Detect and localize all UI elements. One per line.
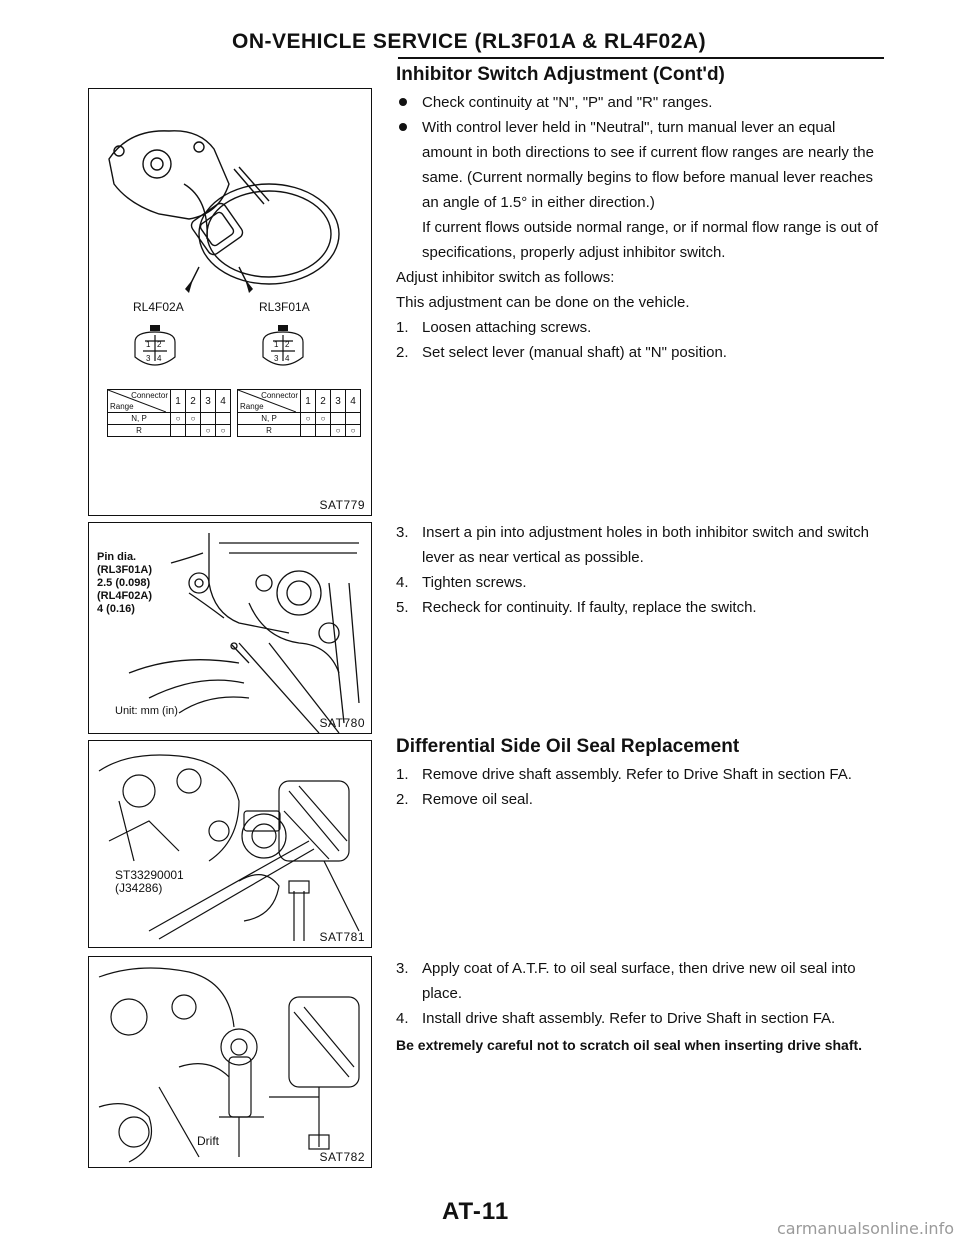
section-title-oil-seal: Differential Side Oil Seal Replacement (396, 736, 740, 757)
row-label: N, P (108, 413, 171, 425)
pin-header: 4 (216, 390, 231, 413)
inhibitor-switch-illustration (89, 89, 373, 517)
continuity-cell (331, 413, 346, 425)
bullet-text: With control lever held in "Neutral", turn manual lever an equal amount in both directions to see if current flow ranges are nearly the same. (Current normally begins to flow before manual lever reaches an angle of 1.5° in either direction.) (422, 119, 874, 211)
intro-line: Adjust inhibitor switch as follows: (396, 269, 615, 286)
continuity-cell (186, 425, 201, 437)
step-item (396, 956, 886, 1006)
bullet-item (396, 90, 886, 115)
figure-oil-seal-install (88, 956, 372, 1168)
figure-code: SAT780 (319, 716, 365, 730)
bullet-note (396, 215, 886, 265)
connector-pin-2: 2 (285, 340, 290, 349)
connector-pin-3: 3 (146, 354, 151, 363)
step-item (396, 340, 886, 365)
continuity-cell (346, 413, 361, 425)
pin-header: 4 (346, 390, 361, 413)
step-number: 4. (396, 574, 409, 591)
warning-note: Be extremely careful not to scratch oil seal when inserting drive shaft. (396, 1037, 863, 1053)
continuity-cell: ○ (171, 413, 186, 425)
pin-header: 1 (301, 390, 316, 413)
model-label-left: RL4F02A (133, 300, 184, 314)
figure-inhibitor-switch (88, 88, 372, 516)
continuity-cell: ○ (316, 413, 331, 425)
bullet-note-text: If current flows outside normal range, or if normal flow range is out of specifications, properly adjust inhibitor switch. (422, 219, 879, 261)
connector-pin-1: 1 (146, 340, 151, 349)
continuity-cell (171, 425, 186, 437)
step-text: Set select lever (manual shaft) at "N" position. (422, 344, 727, 361)
continuity-cell: ○ (216, 425, 231, 437)
pin-label-line: 2.5 (0.098) (97, 577, 151, 589)
oil-seal-install-illustration (89, 957, 373, 1169)
page-number: AT-11 (442, 1198, 510, 1225)
step-number: 5. (396, 599, 409, 616)
pin-header: 2 (186, 390, 201, 413)
step-number: 3. (396, 524, 409, 541)
pin-label-line: (RL4F02A) (97, 590, 153, 602)
header-range: Range (240, 402, 264, 411)
pin-label-line: Pin dia. (97, 551, 137, 563)
step-item (396, 1006, 886, 1031)
step-item (396, 520, 886, 570)
continuity-cell: ○ (331, 425, 346, 437)
pin-diameter-label (97, 551, 152, 616)
figure-code: SAT782 (319, 1150, 365, 1164)
intro-line: This adjustment can be done on the vehicle. (396, 294, 690, 311)
step-number: 2. (396, 791, 409, 808)
step-number: 2. (396, 344, 409, 361)
tool-number: (J34286) (115, 881, 163, 895)
continuity-cell (216, 413, 231, 425)
unit-label: Unit: mm (in) (115, 705, 178, 717)
step-text: Insert a pin into adjustment holes in both inhibitor switch and switch lever as near vertical as possible. (422, 524, 869, 566)
continuity-cell (301, 425, 316, 437)
pin-header: 3 (201, 390, 216, 413)
bullet-text: Check continuity at "N", "P" and "R" ranges. (422, 94, 713, 111)
oil-seal-section (396, 734, 886, 812)
step-number: 1. (396, 319, 409, 336)
figure-code: SAT779 (319, 498, 365, 512)
step-number: 4. (396, 1010, 409, 1027)
special-tool-label (115, 869, 184, 895)
model-label-right: RL3F01A (259, 300, 310, 314)
continuity-cell: ○ (301, 413, 316, 425)
drift-label: Drift (197, 1134, 219, 1148)
continuity-cell (316, 425, 331, 437)
tool-number: ST33290001 (115, 868, 184, 882)
step-item (396, 315, 886, 340)
bullet-item (396, 115, 886, 215)
table-header-cell (238, 390, 301, 413)
step-item (396, 762, 886, 787)
step-text: Apply coat of A.T.F. to oil seal surface, then drive new oil seal into place. (422, 960, 856, 1002)
section-title-inhibitor: Inhibitor Switch Adjustment (Cont'd) (396, 64, 725, 85)
row-label: R (238, 425, 301, 437)
inhibitor-steps-continued (396, 520, 886, 620)
header-connector: Connector (261, 391, 298, 400)
step-number: 1. (396, 766, 409, 783)
connector-pin-3: 3 (274, 354, 279, 363)
oil-seal-steps-continued (396, 956, 886, 1057)
continuity-cell: ○ (346, 425, 361, 437)
page-title: ON-VEHICLE SERVICE (RL3F01A & RL4F02A) (232, 30, 707, 53)
step-text: Install drive shaft assembly. Refer to Drive Shaft in section FA. (422, 1010, 836, 1027)
step-item (396, 570, 886, 595)
header-rule (398, 57, 884, 59)
pin-header: 1 (171, 390, 186, 413)
step-number: 3. (396, 960, 409, 977)
continuity-cell: ○ (201, 425, 216, 437)
continuity-cell (201, 413, 216, 425)
bullet-dot (399, 98, 407, 106)
step-text: Remove drive shaft assembly. Refer to Drive Shaft in section FA. (422, 766, 852, 783)
table-header-cell (108, 390, 171, 413)
step-item (396, 595, 886, 620)
pin-label-line: 4 (0.16) (97, 603, 135, 615)
step-text: Remove oil seal. (422, 791, 533, 808)
connector-pin-4: 4 (157, 354, 162, 363)
step-text: Tighten screws. (422, 574, 527, 591)
step-item (396, 787, 886, 812)
figure-oil-seal-removal (88, 740, 372, 948)
row-label: R (108, 425, 171, 437)
figure-pin-adjustment (88, 522, 372, 734)
figure-code: SAT781 (319, 930, 365, 944)
step-text: Loosen attaching screws. (422, 319, 592, 336)
pin-label-line: (RL3F01A) (97, 564, 153, 576)
watermark: carmanualsonline.info (776, 1219, 954, 1238)
inhibitor-section (396, 62, 886, 365)
continuity-table-left (107, 389, 231, 437)
pin-header: 2 (316, 390, 331, 413)
connector-pin-1: 1 (274, 340, 279, 349)
row-label: N, P (238, 413, 301, 425)
connector-pin-2: 2 (157, 340, 162, 349)
connector-pin-4: 4 (285, 354, 290, 363)
continuity-table-right (237, 389, 361, 437)
pin-header: 3 (331, 390, 346, 413)
header-connector: Connector (131, 391, 168, 400)
continuity-cell: ○ (186, 413, 201, 425)
header-range: Range (110, 402, 134, 411)
bullet-dot (399, 123, 407, 131)
step-text: Recheck for continuity. If faulty, replace the switch. (422, 599, 757, 616)
oil-seal-removal-illustration (89, 741, 373, 949)
